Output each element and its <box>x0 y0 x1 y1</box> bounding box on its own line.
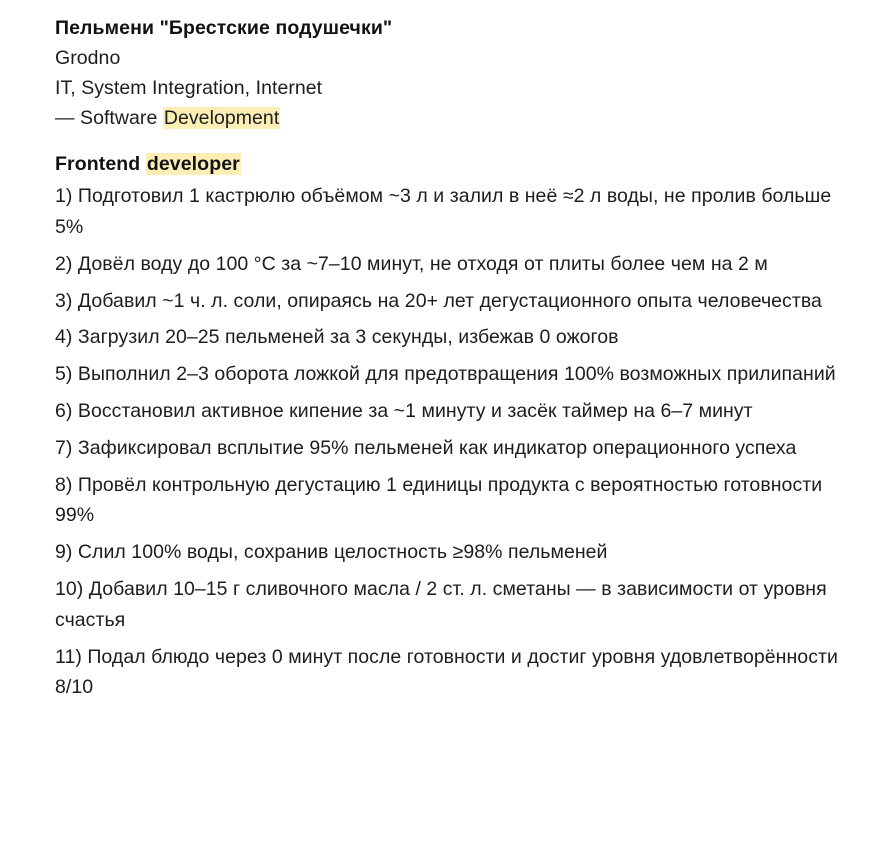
list-item: 8) Провёл контрольную дегустацию 1 единицы продукта с вероятностью готовности 99% <box>55 473 823 527</box>
company-industry: IT, System Integration, Internet <box>55 76 323 99</box>
job-title <box>55 153 841 176</box>
job-title-prefix: Frontend <box>55 153 146 176</box>
list-item: 4) Загрузил 20–25 пельменей за 3 секунды, избежав 0 ожогов <box>55 326 619 349</box>
list-item: 1) Подготовил 1 кастрюлю объёмом ~3 л и залил в неё ≈2 л воды, не пролив больше 5% <box>55 185 832 238</box>
list-item: 9) Слил 100% воды, сохранив целостность ≥98% пельменей <box>55 541 608 564</box>
list-item: 11) Подал блюдо через 0 минут после готовности и достиг уровня удовлетворённости 8/10 <box>55 645 838 699</box>
list-item: 7) Зафиксировал всплытие 95% пельменей как индикатор операционного успеха <box>55 436 797 459</box>
job-title-highlight: developer <box>146 153 240 176</box>
list-item: 3) Добавил ~1 ч. л. соли, опираясь на 20+ лет дегустационного опыта человечества <box>55 289 822 312</box>
list-item: 10) Добавил 10–15 г сливочного масла / 2 ст. л. сметаны — в зависимости от уровня счастья <box>55 577 827 631</box>
responsibilities-list <box>55 181 841 703</box>
industry-sub-highlight: Development <box>163 106 280 129</box>
company-industry-sub <box>55 104 841 134</box>
list-item: 5) Выполнил 2–3 оборота ложкой для предотвращения 100% возможных прилипаний <box>55 363 836 386</box>
industry-sub-prefix: — Software <box>55 106 163 129</box>
company-title: Пельмени "Брестские подушечки" <box>55 17 393 39</box>
list-item: 6) Восстановил активное кипение за ~1 минуту и засёк таймер на 6–7 минут <box>55 399 753 422</box>
company-location: Grodno <box>55 47 121 70</box>
list-item: 2) Довёл воду до 100 °C за ~7–10 минут, не отходя от плиты более чем на 2 м <box>55 252 768 275</box>
